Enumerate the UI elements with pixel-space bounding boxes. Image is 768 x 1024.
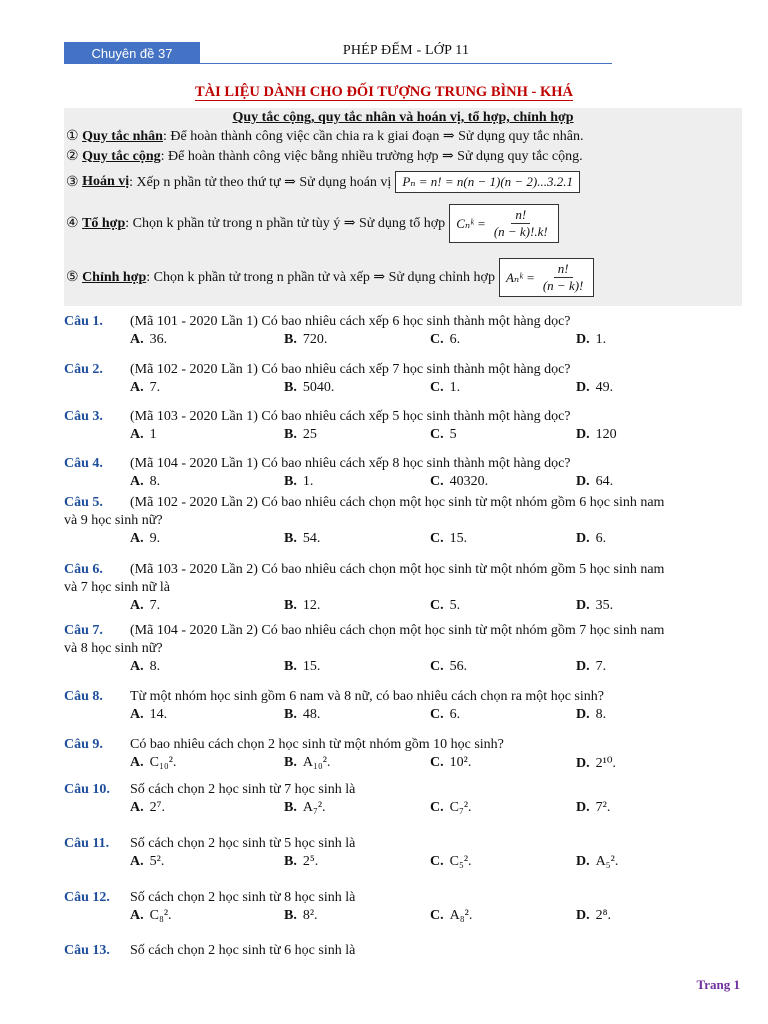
question-item xyxy=(64,495,744,549)
question-item xyxy=(64,562,744,616)
answer-options xyxy=(64,908,744,926)
question-text: (Mã 103 - 2020 Lần 1) Có bao nhiêu cách xếp 5 học sinh thành một hàng dọc? xyxy=(130,409,571,424)
option-value: 1. xyxy=(449,380,461,395)
option-value: A₁₀². xyxy=(302,755,331,770)
arrangement-formula: Aₙᵏ = $\frac{n!}{(n - k)!}$ xyxy=(499,258,594,297)
option-a[interactable] xyxy=(130,800,165,816)
question-item xyxy=(64,409,744,445)
question-number: Câu 6. xyxy=(64,562,103,577)
question-text: (Mã 102 - 2020 Lần 1) Có bao nhiêu cách xếp 7 học sinh thành một hàng dọc? xyxy=(130,362,571,377)
option-b[interactable] xyxy=(284,427,317,443)
option-d[interactable] xyxy=(576,598,613,614)
option-value: 120 xyxy=(595,427,617,442)
option-letter: D. xyxy=(576,659,590,674)
option-b[interactable] xyxy=(284,707,320,723)
answer-options xyxy=(64,659,744,677)
option-d[interactable] xyxy=(576,755,616,772)
option-d[interactable] xyxy=(576,659,606,675)
question-item xyxy=(64,623,744,677)
option-a[interactable] xyxy=(130,380,160,396)
option-value: 48. xyxy=(302,707,321,722)
option-c[interactable] xyxy=(430,598,460,614)
question-text: (Mã 101 - 2020 Lần 1) Có bao nhiêu cách xếp 6 học sinh thành một hàng dọc? xyxy=(130,314,571,329)
option-letter: A. xyxy=(130,800,144,815)
option-letter: B. xyxy=(284,427,297,442)
option-value: 15. xyxy=(302,659,321,674)
option-value: 14. xyxy=(149,707,168,722)
option-value: C₇². xyxy=(449,800,472,815)
question-item xyxy=(64,836,744,872)
option-value: 5040. xyxy=(302,380,335,395)
option-letter: B. xyxy=(284,908,297,923)
option-letter: C. xyxy=(430,755,444,770)
answer-options xyxy=(64,800,744,818)
question-text: Số cách chọn 2 học sinh từ 7 học sinh là xyxy=(130,782,356,797)
option-value: 7. xyxy=(149,380,161,395)
option-value: 2⁵. xyxy=(302,854,319,869)
question-number: Câu 8. xyxy=(64,689,103,704)
option-c[interactable] xyxy=(430,755,471,771)
option-letter: B. xyxy=(284,707,297,722)
header-divider xyxy=(200,63,612,64)
option-letter: A. xyxy=(130,707,144,722)
option-letter: B. xyxy=(284,800,297,815)
page-header-title: PHÉP ĐẾM - LỚP 11 xyxy=(342,43,470,58)
option-c[interactable] xyxy=(430,474,488,490)
question-number: Câu 5. xyxy=(64,495,103,510)
option-d[interactable] xyxy=(576,707,606,723)
option-c[interactable] xyxy=(430,380,460,396)
option-value: 5 xyxy=(449,427,457,442)
option-letter: B. xyxy=(284,474,297,489)
option-value: 8. xyxy=(149,659,161,674)
option-c[interactable] xyxy=(430,531,467,547)
option-c[interactable] xyxy=(430,659,467,675)
question-number: Câu 11. xyxy=(64,836,110,851)
option-letter: A. xyxy=(130,427,144,442)
option-b[interactable] xyxy=(284,474,313,490)
option-value: 1 xyxy=(149,427,157,442)
option-b[interactable] xyxy=(284,908,318,924)
option-letter: D. xyxy=(576,531,590,546)
option-d[interactable] xyxy=(576,427,617,443)
option-value: A₅². xyxy=(595,854,619,869)
question-item xyxy=(64,456,744,492)
option-letter: A. xyxy=(130,531,144,546)
option-c[interactable] xyxy=(430,800,472,816)
question-number: Câu 1. xyxy=(64,314,103,329)
option-b[interactable] xyxy=(284,659,320,675)
question-text: (Mã 104 - 2020 Lần 1) Có bao nhiêu cách xếp 8 học sinh thành một hàng dọc? xyxy=(130,456,571,471)
option-d[interactable] xyxy=(576,531,606,547)
option-value: 1. xyxy=(595,332,607,347)
option-d[interactable] xyxy=(576,332,606,348)
option-value: 56. xyxy=(449,659,468,674)
question-number: Câu 13. xyxy=(64,943,110,958)
answer-options xyxy=(64,380,744,398)
question-number: Câu 4. xyxy=(64,456,103,471)
option-letter: D. xyxy=(576,598,590,613)
option-letter: C. xyxy=(430,598,444,613)
question-item xyxy=(64,737,744,773)
option-value: 8. xyxy=(149,474,161,489)
question-number: Câu 2. xyxy=(64,362,103,377)
question-number: Câu 12. xyxy=(64,890,110,905)
option-b[interactable] xyxy=(284,598,320,614)
answer-options xyxy=(64,531,744,549)
option-value: 2⁷. xyxy=(149,800,166,815)
question-text: Số cách chọn 2 học sinh từ 6 học sinh là xyxy=(130,943,356,958)
question-item xyxy=(64,943,744,959)
option-a[interactable] xyxy=(130,908,172,924)
option-a[interactable] xyxy=(130,707,167,723)
option-a[interactable] xyxy=(130,598,160,614)
answer-options xyxy=(64,755,744,773)
option-letter: C. xyxy=(430,427,444,442)
question-text-continued: và 7 học sinh nữ là xyxy=(64,580,170,595)
rule-addition: ② Quy tắc cộng : Để hoàn thành công việc bằng nhiều trường hợp ⇒ Sử dụng quy tắc cộng. xyxy=(66,148,583,164)
option-a[interactable] xyxy=(130,332,167,348)
option-a[interactable] xyxy=(130,854,164,870)
option-letter: B. xyxy=(284,659,297,674)
option-letter: C. xyxy=(430,707,444,722)
rule-arrangement: ⑤ Chỉnh hợp : Chọn k phần tử trong n phần tử và xếp ⇒ Sử dụng chỉnh hợp Aₙᵏ = $\frac{n!}{(n - k)!}$ xyxy=(66,258,594,297)
option-letter: D. xyxy=(576,427,590,442)
question-text: Có bao nhiêu cách chọn 2 học sinh từ một nhóm gồm 10 học sinh? xyxy=(130,737,504,752)
option-letter: B. xyxy=(284,531,297,546)
option-b[interactable] xyxy=(284,380,334,396)
rule-combination: ④ Tổ hợp : Chọn k phần tử trong n phần tử tùy ý ⇒ Sử dụng tổ hợp Cₙᵏ = $\frac{n!}{(n - k)!.k!}$ xyxy=(66,204,559,243)
option-value: 2⁸. xyxy=(595,908,612,923)
option-value: 5. xyxy=(449,598,461,613)
option-letter: D. xyxy=(576,854,590,869)
option-d[interactable] xyxy=(576,800,610,816)
option-c[interactable] xyxy=(430,908,472,924)
option-value: 35. xyxy=(595,598,614,613)
option-letter: B. xyxy=(284,332,297,347)
option-b[interactable] xyxy=(284,755,330,771)
option-value: 7. xyxy=(149,598,161,613)
question-text-continued: và 8 học sinh nữ? xyxy=(64,641,163,656)
permutation-formula: Pₙ = n! = n(n − 1)(n − 2)...3.2.1 xyxy=(395,171,580,193)
option-value: 1. xyxy=(302,474,314,489)
question-text: (Mã 103 - 2020 Lần 2) Có bao nhiêu cách chọn một học sinh từ một nhóm gồm 5 học sinh nam xyxy=(130,562,665,577)
option-a[interactable] xyxy=(130,659,160,675)
option-value: 2¹⁰. xyxy=(595,756,616,771)
summary-title: Quy tắc cộng, quy tắc nhân và hoán vị, tổ hợp, chỉnh hợp xyxy=(232,110,574,125)
option-d[interactable] xyxy=(576,908,611,924)
option-letter: B. xyxy=(284,755,297,770)
rule-multiplication: ① Quy tắc nhân : Để hoàn thành công việc cần chia ra k giai đoạn ⇒ Sử dụng quy tắc nhân. xyxy=(66,128,584,144)
option-letter: D. xyxy=(576,332,590,347)
option-letter: A. xyxy=(130,659,144,674)
option-a[interactable] xyxy=(130,755,176,771)
option-value: 9. xyxy=(149,531,161,546)
option-value: 12. xyxy=(302,598,321,613)
option-letter: D. xyxy=(576,756,590,771)
option-b[interactable] xyxy=(284,531,320,547)
option-b[interactable] xyxy=(284,800,326,816)
option-letter: C. xyxy=(430,854,444,869)
option-value: 36. xyxy=(149,332,168,347)
option-letter: C. xyxy=(430,474,444,489)
option-letter: D. xyxy=(576,800,590,815)
option-value: 64. xyxy=(595,474,614,489)
question-text: (Mã 104 - 2020 Lần 2) Có bao nhiêu cách chọn một học sinh từ một nhóm gồm 7 học sinh nam xyxy=(130,623,665,638)
option-value: 54. xyxy=(302,531,321,546)
option-a[interactable] xyxy=(130,474,160,490)
option-letter: C. xyxy=(430,332,444,347)
option-c[interactable] xyxy=(430,332,460,348)
question-text: Số cách chọn 2 học sinh từ 8 học sinh là xyxy=(130,890,356,905)
answer-options xyxy=(64,427,744,445)
option-letter: A. xyxy=(130,908,144,923)
option-d[interactable] xyxy=(576,854,618,870)
option-value: 40320. xyxy=(449,474,489,489)
option-value: C₈². xyxy=(149,908,172,923)
option-value: 10². xyxy=(449,755,472,770)
option-letter: C. xyxy=(430,531,444,546)
option-letter: B. xyxy=(284,380,297,395)
option-value: 6. xyxy=(449,332,461,347)
option-value: 7. xyxy=(595,659,607,674)
question-item xyxy=(64,890,744,926)
option-letter: B. xyxy=(284,854,297,869)
option-letter: D. xyxy=(576,707,590,722)
option-c[interactable] xyxy=(430,854,472,870)
question-number: Câu 10. xyxy=(64,782,110,797)
question-text: (Mã 102 - 2020 Lần 2) Có bao nhiêu cách chọn một học sinh từ một nhóm gồm 6 học sinh nam xyxy=(130,495,665,510)
rule-permutation: ③ Hoán vị : Xếp n phần tử theo thứ tự ⇒ Sử dụng hoán vị Pₙ = n! = n(n − 1)(n − 2)...3.2.1 xyxy=(66,171,580,193)
option-value: 7². xyxy=(595,800,611,815)
combination-formula: Cₙᵏ = $\frac{n!}{(n - k)!.k!}$ xyxy=(449,204,559,243)
answer-options xyxy=(64,707,744,725)
option-value: A₇². xyxy=(302,800,326,815)
summary-box xyxy=(64,108,742,306)
option-letter: C. xyxy=(430,380,444,395)
option-d[interactable] xyxy=(576,474,613,490)
option-letter: C. xyxy=(430,800,444,815)
option-value: 49. xyxy=(595,380,614,395)
option-letter: A. xyxy=(130,598,144,613)
option-letter: A. xyxy=(130,854,144,869)
option-value: 8. xyxy=(595,707,607,722)
question-number: Câu 7. xyxy=(64,623,103,638)
topic-tag: Chuyên đề 37 xyxy=(64,42,200,64)
question-text: Từ một nhóm học sinh gồm 6 nam và 8 nữ, có bao nhiêu cách chọn ra một học sinh? xyxy=(130,689,604,704)
question-item xyxy=(64,314,744,350)
question-item xyxy=(64,362,744,398)
option-b[interactable] xyxy=(284,854,318,870)
question-item xyxy=(64,689,744,725)
option-letter: C. xyxy=(430,908,444,923)
option-value: 6. xyxy=(449,707,461,722)
answer-options xyxy=(64,332,744,350)
option-value: 8². xyxy=(302,908,318,923)
option-a[interactable] xyxy=(130,427,157,443)
page-number: Trang 1 xyxy=(696,977,740,992)
option-letter: D. xyxy=(576,380,590,395)
option-value: C₁₀². xyxy=(149,755,177,770)
option-value: 6. xyxy=(595,531,607,546)
option-a[interactable] xyxy=(130,531,160,547)
document-title: TÀI LIỆU DÀNH CHO ĐỐI TƯỢNG TRUNG BÌNH - KHÁ xyxy=(195,84,573,100)
option-b[interactable] xyxy=(284,332,327,348)
question-text-continued: và 9 học sinh nữ? xyxy=(64,513,163,528)
answer-options xyxy=(64,598,744,616)
answer-options xyxy=(64,854,744,872)
option-letter: A. xyxy=(130,474,144,489)
option-value: 25 xyxy=(302,427,317,442)
question-number: Câu 3. xyxy=(64,409,103,424)
option-letter: A. xyxy=(130,332,144,347)
option-value: 15. xyxy=(449,531,468,546)
option-c[interactable] xyxy=(430,707,460,723)
option-value: C₅². xyxy=(449,854,472,869)
option-letter: A. xyxy=(130,755,144,770)
question-number: Câu 9. xyxy=(64,737,103,752)
question-item xyxy=(64,782,744,818)
option-c[interactable] xyxy=(430,427,457,443)
option-letter: D. xyxy=(576,474,590,489)
question-text: Số cách chọn 2 học sinh từ 5 học sinh là xyxy=(130,836,356,851)
option-letter: B. xyxy=(284,598,297,613)
option-value: 720. xyxy=(302,332,328,347)
option-value: 5². xyxy=(149,854,165,869)
option-d[interactable] xyxy=(576,380,613,396)
answer-options xyxy=(64,474,744,492)
option-letter: C. xyxy=(430,659,444,674)
option-letter: A. xyxy=(130,380,144,395)
option-value: A₈². xyxy=(449,908,473,923)
option-letter: D. xyxy=(576,908,590,923)
